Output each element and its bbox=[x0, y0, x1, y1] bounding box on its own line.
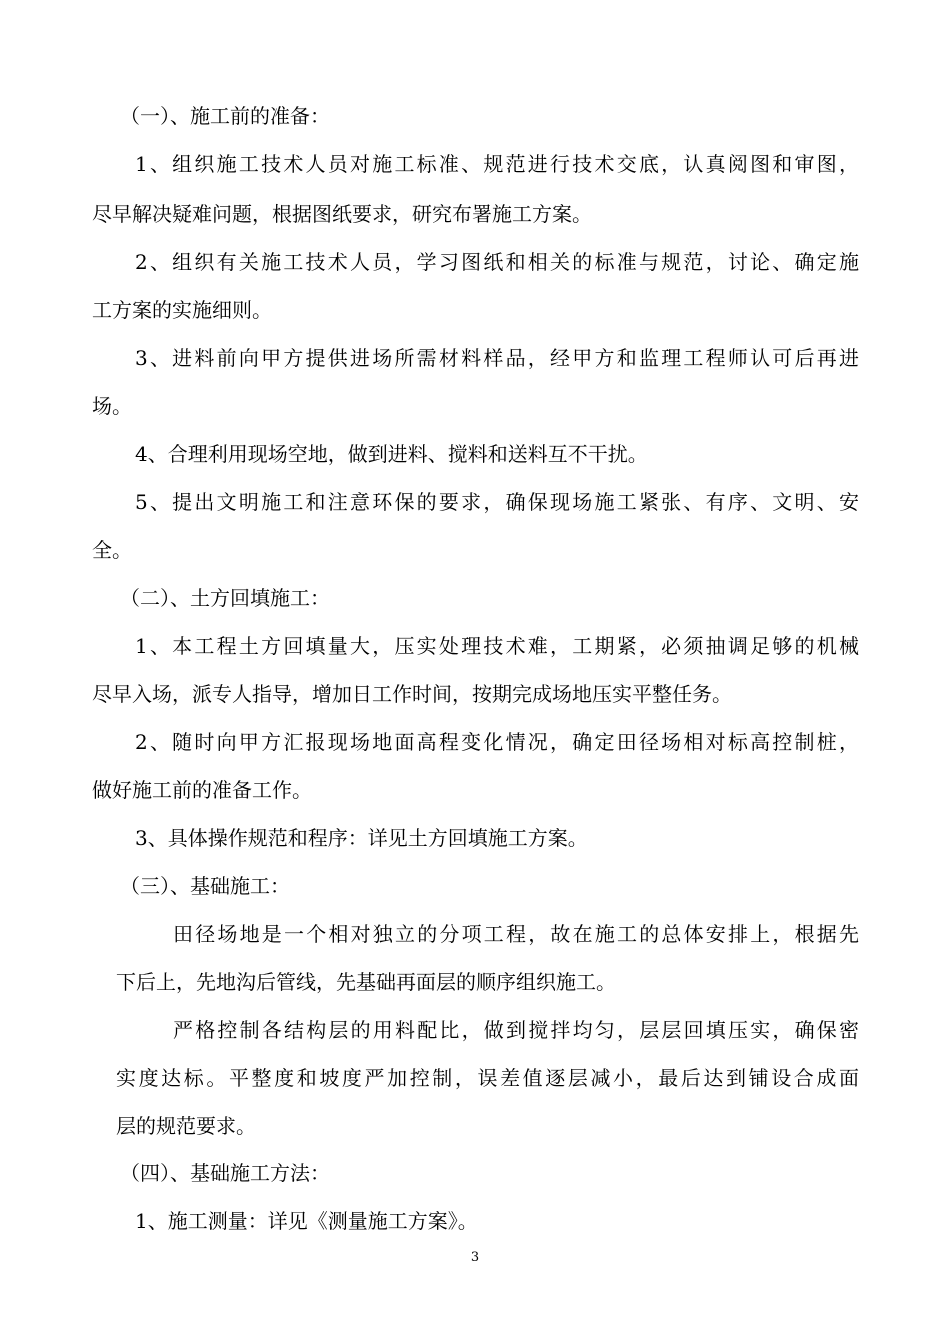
paragraph-line: 3、具体操作规范和程序：详见土方回填施工方案。 bbox=[135, 826, 588, 850]
paragraph-line: 2、组织有关施工技术人员，学习图纸和相关的标准与规范，讨论、确定施 bbox=[135, 250, 859, 274]
paragraph-line: 层的规范要求。 bbox=[116, 1114, 256, 1138]
section-heading-3: （三）、基础施工： bbox=[120, 874, 290, 898]
paragraph-line: 工方案的实施细则。 bbox=[92, 298, 272, 322]
paragraph-line: 全。 bbox=[92, 538, 132, 562]
paragraph-line: 1、本工程土方回填量大，压实处理技术难，工期紧，必须抽调足够的机械 bbox=[135, 634, 859, 658]
paragraph-line: 4、合理利用现场空地，做到进料、搅料和送料互不干扰。 bbox=[135, 442, 648, 466]
section-heading-1: （一）、施工前的准备： bbox=[120, 104, 330, 128]
paragraph-line: 下后上，先地沟后管线，先基础再面层的顺序组织施工。 bbox=[116, 970, 616, 994]
paragraph-line: 实度达标。平整度和坡度严加控制，误差值逐层减小，最后达到铺设合成面 bbox=[116, 1066, 859, 1090]
paragraph-line: 1、施工测量：详见《测量施工方案》。 bbox=[135, 1209, 478, 1233]
section-heading-4: （四）、基础施工方法： bbox=[120, 1161, 330, 1185]
page-number: 3 bbox=[470, 1250, 480, 1265]
paragraph-line: 田径场地是一个相对独立的分项工程，故在施工的总体安排上，根据先 bbox=[173, 922, 859, 946]
paragraph-line: 尽早解决疑难问题，根据图纸要求，研究布署施工方案。 bbox=[92, 202, 592, 226]
paragraph-line: 做好施工前的准备工作。 bbox=[92, 778, 312, 802]
paragraph-line: 场。 bbox=[92, 394, 132, 418]
paragraph-line: 2、随时向甲方汇报现场地面高程变化情况，确定田径场相对标高控制桩， bbox=[135, 730, 859, 754]
paragraph-line: 5、提出文明施工和注意环保的要求，确保现场施工紧张、有序、文明、安 bbox=[135, 490, 859, 514]
section-heading-2: （二）、土方回填施工： bbox=[120, 586, 330, 610]
paragraph-line: 3、进料前向甲方提供进场所需材料样品，经甲方和监理工程师认可后再进 bbox=[135, 346, 859, 370]
paragraph-line: 尽早入场，派专人指导，增加日工作时间，按期完成场地压实平整任务。 bbox=[92, 682, 732, 706]
paragraph-line: 1、组织施工技术人员对施工标准、规范进行技术交底，认真阅图和审图， bbox=[135, 152, 859, 176]
paragraph-line: 严格控制各结构层的用料配比，做到搅拌均匀，层层回填压实，确保密 bbox=[173, 1018, 859, 1042]
